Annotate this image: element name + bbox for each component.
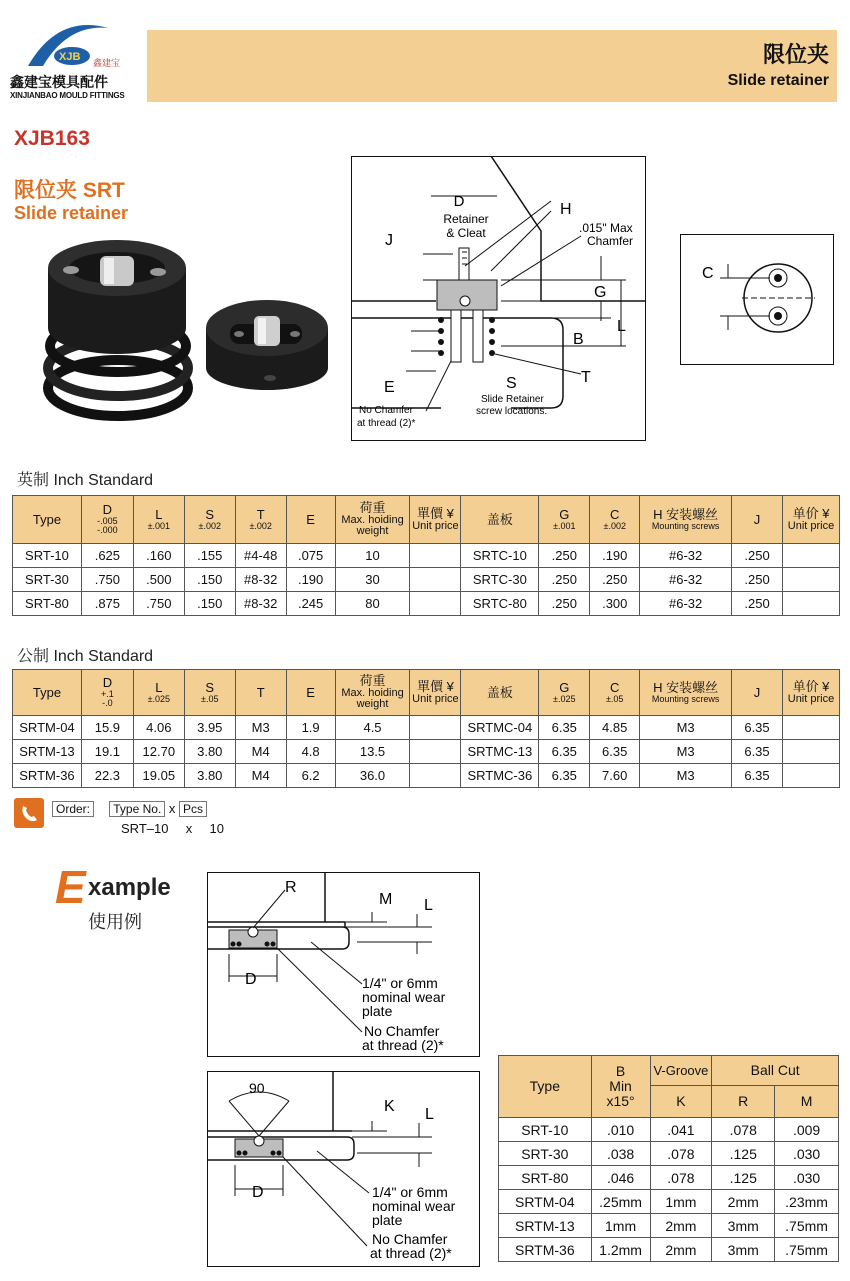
hdr-b: B Min x15° — [591, 1056, 650, 1118]
metric-header-row — [13, 670, 840, 716]
metric-section-title: 公制 Inch Standard — [17, 648, 154, 665]
hdr-type: Type — [13, 670, 82, 716]
brand-name-en: XINJIANBAO MOULD FITTINGS — [10, 91, 125, 100]
table-row: SRTM-04 .25mm 1mm 2mm .23mm — [499, 1190, 839, 1214]
no-chamfer-label-1: No Chamfer — [359, 405, 413, 416]
max-chamfer-label-1: .015" Max — [579, 221, 633, 235]
page-title-cn: 限位夹 — [762, 42, 829, 67]
table-row: SRTM-13 1mm 2mm 3mm .75mm — [499, 1214, 839, 1238]
dim-l-label: L — [617, 318, 626, 335]
table-row: SRT-30 .038 .078 .125 .030 — [499, 1142, 839, 1166]
screw-location-label-2: screw locations. — [476, 406, 548, 417]
order-x: x — [168, 801, 176, 816]
hdr-t: T — [235, 670, 286, 716]
order-line — [52, 801, 207, 816]
no-chamfer-label-2: at thread (2)* — [370, 1245, 452, 1261]
order-example-pcs: 10 — [209, 821, 224, 836]
hdr-vgroove: V-Groove — [650, 1056, 712, 1086]
max-chamfer-label-2: Chamfer — [587, 234, 634, 248]
order-example-type: SRT–10 — [121, 821, 169, 836]
inch-section-title: 英制 Inch Standard — [17, 472, 154, 489]
no-chamfer-label-2: at thread (2)* — [357, 418, 416, 429]
hdr-load: 荷重 Max. hoiding weight — [335, 670, 410, 716]
dim-c-label: C — [702, 265, 714, 282]
hdr-j: J — [732, 670, 783, 716]
table-row: SRTM-04 15.9 4.06 3.95 M3 1.9 4.5 SRTMC-04 6.35 4.85 M3 6.35 — [13, 716, 840, 740]
hdr-ballcut: Ball Cut — [712, 1056, 839, 1086]
dim-b-label: B — [573, 331, 584, 348]
brand-name-cn: 鑫建宝模具配件 — [10, 74, 108, 90]
hdr-load: 荷重 Max. hoiding weight — [335, 496, 410, 544]
hdr-e: E — [286, 496, 335, 544]
hdr-price2: 单价 ¥ Unit price — [783, 496, 840, 544]
order-pcs: Pcs — [179, 801, 207, 817]
example-title: xample — [88, 874, 171, 901]
groove-table — [498, 1055, 839, 1262]
example-title-cn: 使用例 — [88, 912, 142, 932]
product-name-en: Slide retainer — [14, 203, 129, 223]
table-row: SRT-80 .875 .750 .150 #8-32 .245 80 SRTC-80 .250 .300 #6-32 .250 — [13, 592, 840, 616]
dim-l-label: L — [425, 1106, 434, 1123]
hdr-type: Type — [13, 496, 82, 544]
hdr-g: G ±.025 — [539, 670, 590, 716]
screw-location-label-1: Slide Retainer — [481, 394, 544, 405]
hdr-price: 單價 ¥ Unit price — [410, 496, 461, 544]
logo-tag-text: 鑫建宝 — [93, 59, 121, 69]
hdr-m: M — [775, 1086, 839, 1118]
wear-plate-label-3: plate — [372, 1212, 403, 1228]
product-name-cn: 限位夹 SRT — [14, 179, 125, 202]
dim-h-label: H — [560, 201, 572, 218]
no-chamfer-label-1: No Chamfer — [372, 1231, 448, 1247]
no-chamfer-label-2: at thread (2)* — [362, 1037, 444, 1053]
retainer-label-1: Retainer — [443, 212, 489, 226]
wear-plate-label-1: 1/4" or 6mm — [362, 975, 438, 991]
hdr-e: E — [286, 670, 335, 716]
no-chamfer-label-1: No Chamfer — [364, 1023, 440, 1039]
hdr-l: L ±.025 — [133, 670, 184, 716]
hdr-cover: 盖板 — [461, 670, 539, 716]
product-code: XJB163 — [14, 127, 90, 150]
wear-plate-label-3: plate — [362, 1003, 393, 1019]
phone-icon — [14, 798, 44, 828]
dim-g-label: G — [594, 284, 607, 301]
vgroove-example-diagram — [207, 1071, 481, 1268]
hdr-k: K — [650, 1086, 712, 1118]
table-row: SRTM-36 22.3 19.05 3.80 M4 6.2 36.0 SRTMC-36 6.35 7.60 M3 6.35 — [13, 764, 840, 788]
dim-t-label: T — [581, 369, 591, 386]
order-example-x: x — [185, 821, 193, 836]
hdr-price: 單價 ¥ Unit price — [410, 670, 461, 716]
dim-s-label: S — [506, 375, 517, 392]
table-row: SRT-30 .750 .500 .150 #8-32 .190 30 SRTC-30 .250 .250 #6-32 .250 — [13, 568, 840, 592]
hdr-h: H 安装螺丝 Mounting screws — [640, 670, 732, 716]
dim-j-label: J — [385, 232, 393, 249]
table-row: SRT-10 .010 .041 .078 .009 — [499, 1118, 839, 1142]
cover-top-diagram — [680, 234, 835, 366]
ballcut-example-diagram — [207, 872, 481, 1058]
dim-d-label: D — [245, 971, 257, 988]
hdr-j: J — [732, 496, 783, 544]
order-label: Order: — [52, 801, 94, 817]
hdr-s: S ±.05 — [184, 670, 235, 716]
page-title-en: Slide retainer — [727, 72, 829, 89]
hdr-s: S ±.002 — [184, 496, 235, 544]
hdr-price2: 单价 ¥ Unit price — [782, 670, 839, 716]
dim-r-label: R — [285, 879, 297, 896]
table-row: SRTM-36 1.2mm 2mm 3mm .75mm — [499, 1238, 839, 1262]
hdr-c: C ±.05 — [590, 670, 640, 716]
dim-m-label: M — [379, 891, 393, 908]
dim-d-label: D — [453, 193, 465, 210]
retainer-label-2: & Cleat — [446, 226, 486, 240]
hdr-c: C ±.002 — [590, 496, 640, 544]
logo-swoosh-icon — [8, 14, 143, 74]
brand-logo — [8, 14, 143, 104]
inch-spec-table — [12, 495, 840, 616]
product-photo — [18, 228, 338, 433]
hdr-d: D -.005 -.000 — [81, 496, 133, 544]
wear-plate-label-2: nominal wear — [372, 1198, 456, 1214]
groove-header-row-1 — [499, 1056, 839, 1086]
dim-d-label: D — [252, 1184, 264, 1201]
hdr-cover: 盖板 — [461, 496, 539, 544]
header-band — [147, 30, 837, 102]
hdr-h: H 安装螺丝 Mounting screws — [640, 496, 732, 544]
angle-label: 90 — [249, 1080, 265, 1096]
hdr-l: L ±.001 — [133, 496, 184, 544]
inch-header-row — [13, 496, 840, 544]
hdr-type: Type — [499, 1056, 592, 1118]
hdr-r: R — [712, 1086, 775, 1118]
order-example — [121, 821, 224, 836]
hdr-g: G ±.001 — [539, 496, 590, 544]
hdr-d: D +.1 -.0 — [81, 670, 133, 716]
section-diagram — [351, 156, 647, 442]
wear-plate-label-2: nominal wear — [362, 989, 446, 1005]
example-big-letter: E — [55, 861, 86, 913]
table-row: SRT-80 .046 .078 .125 .030 — [499, 1166, 839, 1190]
hdr-t: T ±.002 — [235, 496, 286, 544]
logo-badge-text: XJB — [59, 51, 81, 63]
dim-l-label: L — [424, 897, 433, 914]
wear-plate-label-1: 1/4" or 6mm — [372, 1184, 448, 1200]
dim-k-label: K — [384, 1098, 395, 1115]
order-type-no: Type No. — [109, 801, 165, 817]
table-row: SRT-10 .625 .160 .155 #4-48 .075 10 SRTC-10 .250 .190 #6-32 .250 — [13, 544, 840, 568]
table-row: SRTM-13 19.1 12.70 3.80 M4 4.8 13.5 SRTMC-13 6.35 6.35 M3 6.35 — [13, 740, 840, 764]
dim-e-label: E — [384, 379, 395, 396]
metric-spec-table — [12, 669, 840, 788]
